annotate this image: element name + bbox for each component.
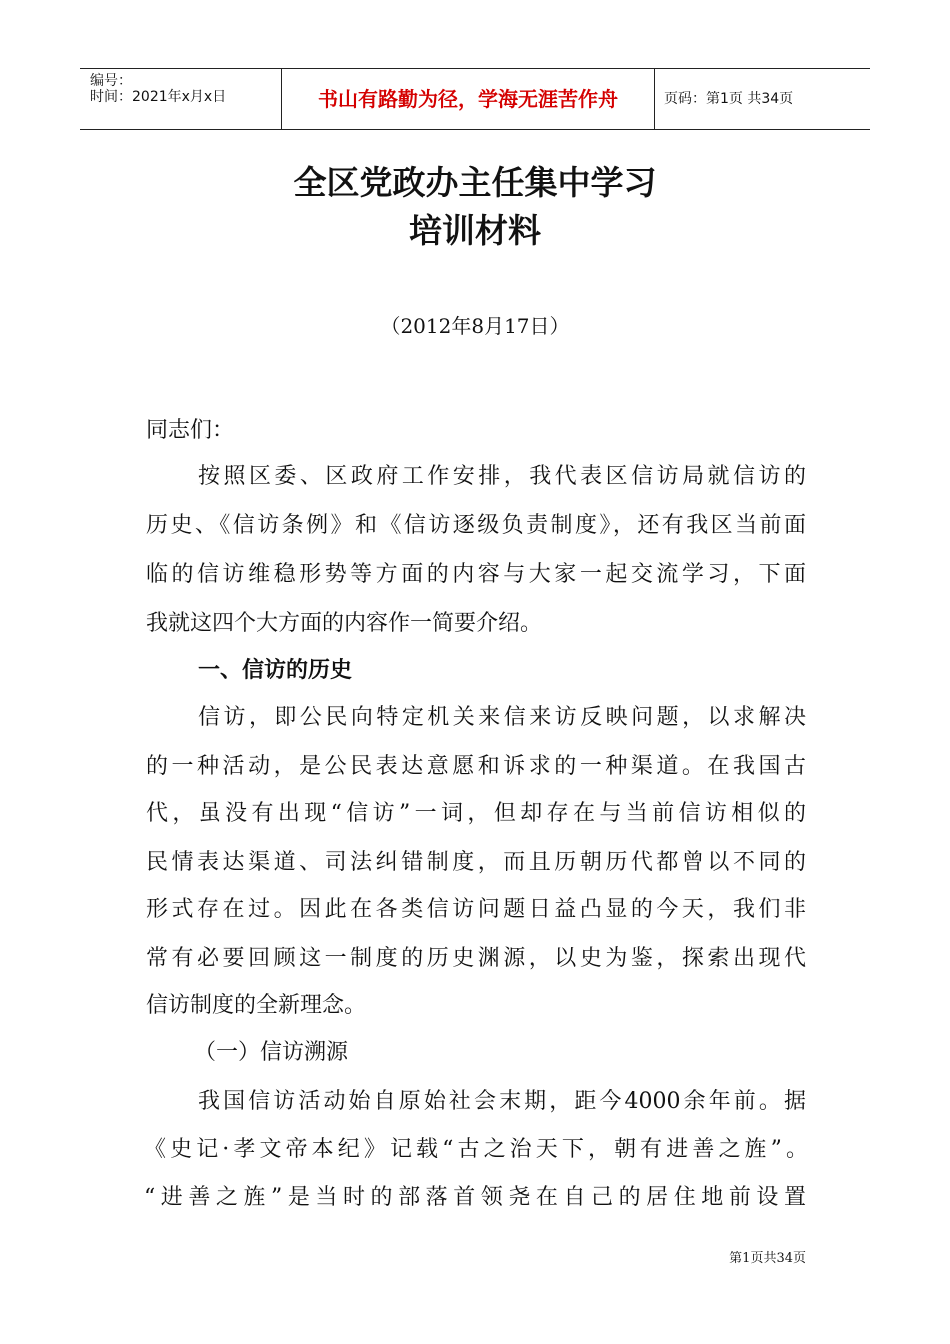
paragraph-line: 的一种活动，是公民表达意愿和诉求的一种渠道。在我国古 <box>146 754 806 779</box>
document-header <box>80 68 870 130</box>
paragraph-line: 民情表达渠道、司法纠错制度，而且历朝历代都曾以不同的 <box>146 850 806 875</box>
paragraph-line: 常有必要回顾这一制度的历史渊源，以史为鉴，探索出现代 <box>146 946 806 971</box>
document-date: （2012年8月17日） <box>380 314 570 338</box>
page-footer: 第1页共34页 <box>729 1251 806 1266</box>
greeting: 同志们： <box>146 418 235 443</box>
number-label: 编号： <box>90 73 132 89</box>
header-page-label: 页码：第1页 共34页 <box>664 91 794 107</box>
time-label: 时间：2021年x月x日 <box>90 89 227 105</box>
paragraph-line: 《史记·孝文帝本纪》记载“古之治天下，朝有进善之旌”。 <box>144 1137 808 1162</box>
paragraph-line: 我国信访活动始自原始社会末期，距今4000余年前。据 <box>198 1089 806 1114</box>
paragraph-line: “进善之旌”是当时的部落首领尧在自己的居住地前设置 <box>144 1185 806 1210</box>
paragraph-line: 信访，即公民向特定机关来信来访反映问题，以求解决 <box>198 705 806 730</box>
section-heading: 一、信访的历史 <box>198 658 353 683</box>
paragraph-line: 形式存在过。因此在各类信访问题日益凸显的今天，我们非 <box>146 897 806 922</box>
paragraph-line: 信访制度的全新理念。 <box>146 993 367 1018</box>
paragraph-line: 临的信访维稳形势等方面的内容与大家一起交流学习，下面 <box>146 562 806 587</box>
paragraph-line: 代，虽没有出现“信访”一词，但却存在与当前信访相似的 <box>146 801 806 826</box>
document-title-line-2: 培训材料 <box>409 211 541 250</box>
document-title-line-1: 全区党政办主任集中学习 <box>293 163 657 202</box>
paragraph-line: 我就这四个大方面的内容作一简要介绍。 <box>146 611 543 636</box>
header-meta <box>80 69 280 129</box>
subsection-heading: （一）信访溯源 <box>194 1040 349 1065</box>
paragraph-line: 历史、《信访条例》和《信访逐级负责制度》，还有我区当前面 <box>146 513 806 538</box>
header-motto: 书山有路勤为径，学海无涯苦作舟 <box>281 69 655 129</box>
paragraph-line: 按照区委、区政府工作安排，我代表区信访局就信访的 <box>198 464 806 489</box>
